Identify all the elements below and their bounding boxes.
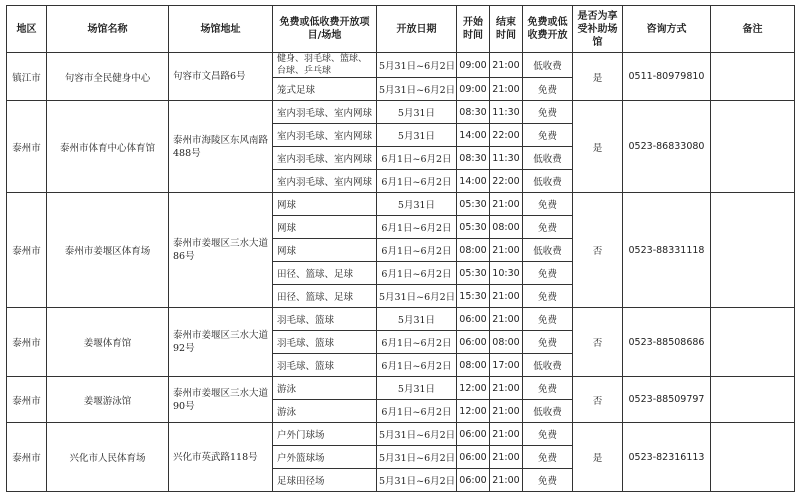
cell-end-time: 22:00 [490, 170, 523, 193]
cell-date: 5月31日 [377, 124, 457, 147]
cell-item: 户外门球场 [273, 423, 377, 446]
header-items: 免费或低收费开放项目/场地 [273, 6, 377, 53]
cell-notes [711, 53, 795, 101]
cell-end-time: 08:00 [490, 331, 523, 354]
cell-item: 室内羽毛球、室内网球 [273, 147, 377, 170]
cell-item: 田径、篮球、足球 [273, 285, 377, 308]
table-row [7, 308, 795, 331]
cell-item: 网球 [273, 193, 377, 216]
table-row [7, 193, 795, 216]
cell-fee: 低收费 [523, 400, 573, 423]
cell-fee: 低收费 [523, 147, 573, 170]
cell-venue-address: 句容市文昌路6号 [169, 53, 273, 101]
cell-phone: 0523-88509797 [623, 377, 711, 423]
cell-start-time: 12:00 [457, 377, 490, 400]
cell-notes [711, 193, 795, 308]
cell-fee: 低收费 [523, 239, 573, 262]
header-venue-name: 场馆名称 [47, 6, 169, 53]
cell-venue-name: 姜堰游泳馆 [47, 377, 169, 423]
cell-date: 6月1日~6月2日 [377, 239, 457, 262]
cell-date: 5月31日 [377, 101, 457, 124]
cell-end-time: 11:30 [490, 147, 523, 170]
cell-venue-address: 泰州市姜堰区三水大道90号 [169, 377, 273, 423]
cell-fee: 低收费 [523, 170, 573, 193]
cell-fee: 低收费 [523, 354, 573, 377]
cell-venue-name: 泰州市体育中心体育馆 [47, 101, 169, 193]
cell-end-time: 21:00 [490, 193, 523, 216]
cell-fee: 免费 [523, 285, 573, 308]
table-row [7, 53, 795, 78]
cell-fee: 免费 [523, 216, 573, 239]
cell-end-time: 11:30 [490, 101, 523, 124]
cell-item: 游泳 [273, 400, 377, 423]
cell-start-time: 06:00 [457, 308, 490, 331]
cell-item: 健身、羽毛球、篮球、台球、乒乓球 [273, 53, 377, 78]
cell-end-time: 21:00 [490, 446, 523, 469]
cell-fee: 免费 [523, 262, 573, 285]
cell-item: 户外篮球场 [273, 446, 377, 469]
cell-subsidy: 是 [573, 101, 623, 193]
header-row [7, 6, 795, 53]
header-fee: 免费或低收费开放 [523, 6, 573, 53]
cell-end-time: 21:00 [490, 377, 523, 400]
cell-start-time: 12:00 [457, 400, 490, 423]
cell-item: 网球 [273, 239, 377, 262]
cell-item: 笼式足球 [273, 78, 377, 101]
cell-start-time: 15:30 [457, 285, 490, 308]
cell-end-time: 21:00 [490, 78, 523, 101]
cell-end-time: 21:00 [490, 308, 523, 331]
cell-phone: 0511-80979810 [623, 53, 711, 101]
cell-venue-name: 泰州市姜堰区体育场 [47, 193, 169, 308]
cell-fee: 免费 [523, 78, 573, 101]
cell-item: 室内羽毛球、室内网球 [273, 170, 377, 193]
cell-start-time: 06:00 [457, 423, 490, 446]
cell-item: 羽毛球、篮球 [273, 331, 377, 354]
cell-end-time: 21:00 [490, 469, 523, 492]
cell-region: 泰州市 [7, 308, 47, 377]
header-notes: 备注 [711, 6, 795, 53]
cell-start-time: 05:30 [457, 262, 490, 285]
cell-venue-name: 句容市全民健身中心 [47, 53, 169, 101]
cell-phone: 0523-82316113 [623, 423, 711, 492]
cell-item: 足球田径场 [273, 469, 377, 492]
cell-date: 6月1日~6月2日 [377, 147, 457, 170]
cell-fee: 低收费 [523, 53, 573, 78]
cell-date: 5月31日~6月2日 [377, 446, 457, 469]
cell-region: 镇江市 [7, 53, 47, 101]
cell-subsidy: 否 [573, 377, 623, 423]
cell-region: 泰州市 [7, 377, 47, 423]
table-row [7, 423, 795, 446]
cell-date: 6月1日~6月2日 [377, 400, 457, 423]
cell-start-time: 08:00 [457, 239, 490, 262]
cell-start-time: 08:30 [457, 101, 490, 124]
cell-subsidy: 否 [573, 193, 623, 308]
cell-start-time: 09:00 [457, 53, 490, 78]
cell-start-time: 14:00 [457, 170, 490, 193]
venue-table [6, 5, 795, 492]
cell-region: 泰州市 [7, 101, 47, 193]
cell-date: 6月1日~6月2日 [377, 331, 457, 354]
cell-start-time: 06:00 [457, 446, 490, 469]
cell-start-time: 06:00 [457, 331, 490, 354]
cell-end-time: 21:00 [490, 53, 523, 78]
cell-end-time: 10:30 [490, 262, 523, 285]
cell-notes [711, 101, 795, 193]
cell-date: 6月1日~6月2日 [377, 170, 457, 193]
cell-date: 5月31日~6月2日 [377, 285, 457, 308]
cell-end-time: 21:00 [490, 285, 523, 308]
cell-start-time: 08:30 [457, 147, 490, 170]
cell-venue-name: 兴化市人民体育场 [47, 423, 169, 492]
cell-date: 6月1日~6月2日 [377, 354, 457, 377]
cell-date: 5月31日 [377, 193, 457, 216]
cell-notes [711, 308, 795, 377]
cell-phone: 0523-88331118 [623, 193, 711, 308]
cell-date: 5月31日 [377, 377, 457, 400]
cell-venue-address: 兴化市英武路118号 [169, 423, 273, 492]
cell-end-time: 22:00 [490, 124, 523, 147]
cell-end-time: 21:00 [490, 423, 523, 446]
cell-start-time: 09:00 [457, 78, 490, 101]
cell-start-time: 05:30 [457, 193, 490, 216]
cell-date: 5月31日~6月2日 [377, 78, 457, 101]
cell-fee: 免费 [523, 377, 573, 400]
cell-date: 5月31日~6月2日 [377, 423, 457, 446]
header-region: 地区 [7, 6, 47, 53]
cell-region: 泰州市 [7, 193, 47, 308]
cell-item: 羽毛球、篮球 [273, 354, 377, 377]
table-row [7, 101, 795, 124]
cell-date: 6月1日~6月2日 [377, 216, 457, 239]
cell-phone: 0523-86833080 [623, 101, 711, 193]
cell-item: 室内羽毛球、室内网球 [273, 101, 377, 124]
cell-fee: 免费 [523, 423, 573, 446]
cell-venue-address: 泰州市姜堰区三水大道92号 [169, 308, 273, 377]
cell-date: 5月31日~6月2日 [377, 53, 457, 78]
cell-notes [711, 423, 795, 492]
cell-fee: 免费 [523, 446, 573, 469]
cell-subsidy: 是 [573, 53, 623, 101]
cell-venue-address: 泰州市姜堰区三水大道86号 [169, 193, 273, 308]
cell-item: 游泳 [273, 377, 377, 400]
cell-phone: 0523-88508686 [623, 308, 711, 377]
header-subsidy: 是否为享受补助场馆 [573, 6, 623, 53]
cell-fee: 免费 [523, 101, 573, 124]
venue-table-container [6, 5, 795, 492]
cell-item: 羽毛球、篮球 [273, 308, 377, 331]
cell-end-time: 17:00 [490, 354, 523, 377]
cell-venue-address: 泰州市海陵区东风南路488号 [169, 101, 273, 193]
table-body [7, 53, 795, 492]
table-row [7, 377, 795, 400]
header-dates: 开放日期 [377, 6, 457, 53]
cell-subsidy: 是 [573, 423, 623, 492]
header-end: 结束时间 [490, 6, 523, 53]
cell-fee: 免费 [523, 124, 573, 147]
cell-venue-name: 姜堰体育馆 [47, 308, 169, 377]
cell-item: 室内羽毛球、室内网球 [273, 124, 377, 147]
cell-fee: 免费 [523, 193, 573, 216]
cell-item: 田径、篮球、足球 [273, 262, 377, 285]
cell-end-time: 21:00 [490, 400, 523, 423]
cell-start-time: 14:00 [457, 124, 490, 147]
cell-fee: 免费 [523, 308, 573, 331]
cell-end-time: 08:00 [490, 216, 523, 239]
cell-subsidy: 否 [573, 308, 623, 377]
cell-date: 5月31日 [377, 308, 457, 331]
header-venue-address: 场馆地址 [169, 6, 273, 53]
cell-region: 泰州市 [7, 423, 47, 492]
cell-fee: 免费 [523, 331, 573, 354]
cell-end-time: 21:00 [490, 239, 523, 262]
cell-start-time: 05:30 [457, 216, 490, 239]
cell-date: 5月31日~6月2日 [377, 469, 457, 492]
cell-start-time: 08:00 [457, 354, 490, 377]
cell-date: 6月1日~6月2日 [377, 262, 457, 285]
header-phone: 咨询方式 [623, 6, 711, 53]
cell-fee: 免费 [523, 469, 573, 492]
cell-notes [711, 377, 795, 423]
cell-start-time: 06:00 [457, 469, 490, 492]
header-start: 开始时间 [457, 6, 490, 53]
cell-item: 网球 [273, 216, 377, 239]
